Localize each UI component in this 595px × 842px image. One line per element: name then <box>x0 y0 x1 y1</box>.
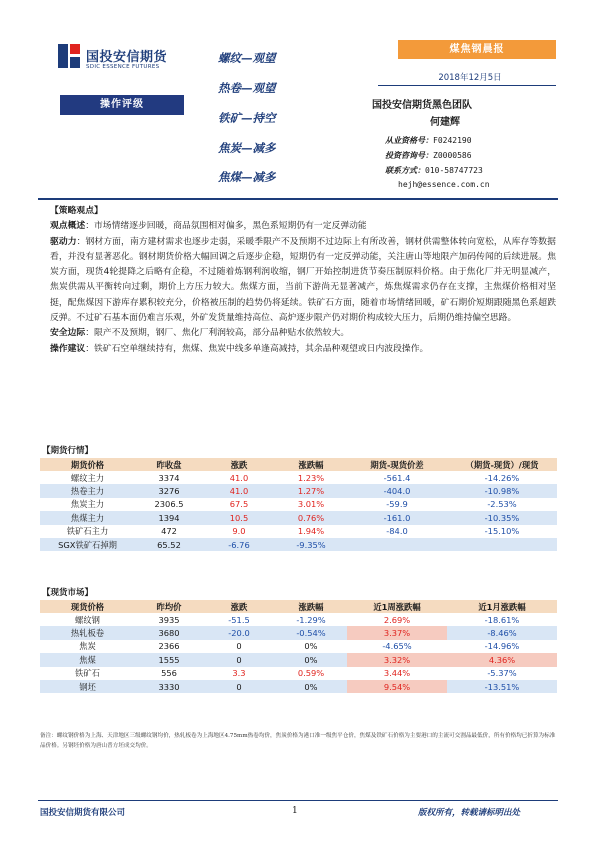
strategy-advice: 操作建议：铁矿石空单继续持有，焦煤、焦炭中线多单逢高减持，其余品种观望或日内波段操作。 <box>50 343 429 354</box>
cell-avg: 3935 <box>158 614 180 625</box>
cell-basis-pct: -15.10% <box>484 526 520 537</box>
cell-change: 3.3 <box>232 668 246 679</box>
rating-coking-coal: 焦煤—减多 <box>218 170 276 184</box>
contact-email[interactable]: hejh@essence.com.cn <box>398 180 490 189</box>
cell-pct: 1.94% <box>297 526 325 537</box>
table-note: 备注：螺纹钢价格为上海、天津地区三级螺纹钢均价，热轧板卷为上海地区4.75mm热卷均价，焦炭价格为港口准一级焦平仓价，焦煤及铁矿石价格为主要港口的主流可交割品最低价，所有价格均已折算为标准品价格。另钢坯价格为唐山普方坯成交均价。 <box>40 733 556 749</box>
cell-week: 3.37% <box>347 626 447 639</box>
author-name: 何建辉 <box>430 117 460 128</box>
logo-text-en: SDIC ESSENCE FUTURES <box>86 64 160 70</box>
rating-rebar: 螺纹—观望 <box>218 51 276 65</box>
cell-basis-pct: -14.26% <box>484 472 520 483</box>
cell-pct: 0% <box>275 680 347 693</box>
spot-table <box>40 600 557 693</box>
cell-basis-pct: -2.53% <box>487 499 517 510</box>
cell-name: 焦煤 <box>40 653 135 666</box>
cell-close: 65.52 <box>135 538 203 551</box>
cell-basis <box>347 538 447 551</box>
table-row <box>40 511 557 524</box>
company-logo <box>58 42 188 76</box>
table-row <box>40 653 557 666</box>
cell-change: 9.0 <box>232 526 246 537</box>
table-row <box>40 667 557 680</box>
cell-name: 钢坯 <box>40 680 135 693</box>
cell-month: -18.61% <box>484 614 520 625</box>
cell-close: 3374 <box>158 472 180 483</box>
contact-advisory: 投资咨询号：Z0000586 <box>385 150 472 160</box>
cell-pct: 0% <box>275 653 347 666</box>
cell-name: 铁矿石主力 <box>66 526 109 537</box>
spot-col-name: 现货价格 <box>40 600 135 613</box>
table-row <box>40 626 557 639</box>
cell-pct: 1.23% <box>297 472 325 483</box>
cell-name: 焦炭主力 <box>70 499 105 510</box>
cell-avg: 2366 <box>158 641 180 652</box>
cell-pct: -1.29% <box>296 614 326 625</box>
cell-basis-pct <box>447 538 557 551</box>
futures-col-change: 涨跌 <box>203 458 275 471</box>
cell-name: 铁矿石 <box>75 668 100 679</box>
cell-change: 67.5 <box>229 499 249 510</box>
strategy-heading: 【策略观点】 <box>50 206 103 216</box>
cell-name: 焦煤主力 <box>40 511 135 524</box>
logo-mark-icon <box>58 44 80 68</box>
table-row <box>40 525 557 538</box>
cell-week: 3.32% <box>347 653 447 666</box>
futures-section-title: 【期货行情】 <box>42 446 94 456</box>
cell-avg: 3680 <box>135 626 203 639</box>
cell-week: -4.65% <box>382 641 412 652</box>
spot-col-avg: 昨均价 <box>135 600 203 613</box>
cell-basis-pct: -10.98% <box>447 484 557 497</box>
cell-month: -13.51% <box>447 680 557 693</box>
cell-basis: -84.0 <box>386 526 408 537</box>
spot-col-month: 近1月涨跌幅 <box>447 600 557 613</box>
cell-month: -14.96% <box>484 641 520 652</box>
header-divider <box>38 198 558 200</box>
cell-pct: 1.27% <box>275 484 347 497</box>
cell-change: 0 <box>203 653 275 666</box>
spot-col-pct: 涨跌幅 <box>275 600 347 613</box>
cell-basis: -561.4 <box>383 472 411 483</box>
cell-pct: 0.59% <box>297 668 325 679</box>
footer-divider <box>38 800 558 801</box>
cell-close: 3276 <box>135 484 203 497</box>
cell-basis: -404.0 <box>347 484 447 497</box>
table-row <box>40 680 557 693</box>
cell-change: 41.0 <box>203 484 275 497</box>
cell-change: -6.76 <box>203 538 275 551</box>
table-row <box>40 613 557 626</box>
cell-name: 热轧板卷 <box>40 626 135 639</box>
futures-col-basis-pct: （期货-现货）/现货 <box>447 458 557 471</box>
cell-close: 1394 <box>135 511 203 524</box>
cell-week: 2.69% <box>383 614 411 625</box>
rating-iron-ore: 铁矿—持空 <box>218 111 276 125</box>
futures-header-row <box>40 458 557 471</box>
cell-basis: -161.0 <box>347 511 447 524</box>
cell-change: -20.0 <box>203 626 275 639</box>
cell-name: 螺纹主力 <box>70 472 105 483</box>
contact-qualification: 从业资格号：F0242190 <box>385 135 472 145</box>
cell-change: 10.5 <box>203 511 275 524</box>
contact-phone: 联系方式：010-58747723 <box>385 165 483 175</box>
cell-month: -8.46% <box>447 626 557 639</box>
table-row <box>40 484 557 497</box>
spot-section-title: 【现货市场】 <box>42 588 94 598</box>
cell-pct: 0% <box>304 641 318 652</box>
spot-col-change: 涨跌 <box>203 600 275 613</box>
logo-text-cn: 国投安信期货 <box>86 50 168 65</box>
report-tag: 煤焦钢晨报 <box>398 40 556 59</box>
cell-month: -5.37% <box>487 668 517 679</box>
footer-company: 国投安信期货有限公司 <box>40 808 126 818</box>
cell-name: 螺纹钢 <box>75 614 100 625</box>
report-date: 2018年12月5日 <box>438 73 502 83</box>
rating-label: 操作评级 <box>60 95 184 115</box>
cell-close: 2306.5 <box>154 499 184 510</box>
cell-name: 热卷主力 <box>40 484 135 497</box>
cell-pct: 3.01% <box>297 499 325 510</box>
rating-hot-coil: 热卷—观望 <box>218 81 276 95</box>
cell-change: 0 <box>236 641 242 652</box>
cell-basis-pct: -10.35% <box>447 511 557 524</box>
cell-pct: -0.54% <box>275 626 347 639</box>
table-row <box>40 538 557 551</box>
cell-name: 焦炭 <box>79 641 96 652</box>
futures-col-close: 昨收盘 <box>135 458 203 471</box>
team-name: 国投安信期货黑色团队 <box>372 100 472 111</box>
footer-rights: 版权所有，转载请标明出处 <box>418 808 521 818</box>
cell-pct: 0.76% <box>275 511 347 524</box>
futures-col-name: 期货价格 <box>40 458 135 471</box>
cell-week: 9.54% <box>347 680 447 693</box>
strategy-section <box>50 204 556 357</box>
table-row <box>40 471 557 484</box>
futures-col-basis: 期货-现货价差 <box>347 458 447 471</box>
strategy-safety-margin: 安全边际：限产不及预期，钢厂、焦化厂利润较高，部分品种贴水依然较大。 <box>50 328 350 339</box>
cell-change: -51.5 <box>228 614 250 625</box>
strategy-summary: 观点概述：市场情绪逐步回暖，商品氛围相对偏多，黑色系短期仍有一定反弹动能 <box>50 221 367 232</box>
spot-col-week: 近1周涨跌幅 <box>347 600 447 613</box>
cell-change: 0 <box>203 680 275 693</box>
futures-table <box>40 458 557 551</box>
strategy-drivers: 驱动力：钢材方面，南方建材需求也逐步走弱，采暖季限产不及预期不过边际上有所改善，钢材供需整体转向宽松，从库存等数据看，并没有显著恶化。钢材期货价格大幅回调之后逐步企稳，短期仍有一定反弹动能，关注唐山等地限产加码传闻的后续进展。焦炭方面，现货4轮提降之后略有企稳，不过随着炼钢利润收缩，钢厂开始控制进货节奏压制原料价格。由于焦化厂并无明显减产，焦炭供需从平衡转向过剩，期价上方压力较大。焦煤方面，当前下游尚无显著减产，炼焦煤需求仍存在支撑，主焦煤价格相对坚挺，配焦煤因下游库存累积较充分，价格被压制的趋势仍将延续。铁矿石方面，随着市场情绪回暖，矿石期价短期跟随黑色系超跌反弹。不过矿石基本面仍难言乐观，外矿发货量维持高位、高炉逐步限产仍对期价构成较大压力，后期仍维持偏空思路。 <box>50 236 556 324</box>
cell-month: 4.36% <box>447 653 557 666</box>
cell-change: 41.0 <box>229 472 249 483</box>
cell-basis: -59.9 <box>386 499 408 510</box>
cell-pct: -9.35% <box>275 538 347 551</box>
cell-avg: 556 <box>161 668 177 679</box>
page-number: 1 <box>292 806 298 816</box>
cell-close: 472 <box>161 526 177 537</box>
cell-avg: 3330 <box>135 680 203 693</box>
rating-coke: 焦炭—减多 <box>218 141 276 155</box>
date-divider <box>378 85 556 86</box>
futures-col-pct: 涨跌幅 <box>275 458 347 471</box>
table-row <box>40 640 557 653</box>
spot-header-row <box>40 600 557 613</box>
cell-week: 3.44% <box>383 668 411 679</box>
cell-name: SGX铁矿石掉期 <box>40 538 135 551</box>
cell-avg: 1555 <box>135 653 203 666</box>
table-row <box>40 498 557 511</box>
